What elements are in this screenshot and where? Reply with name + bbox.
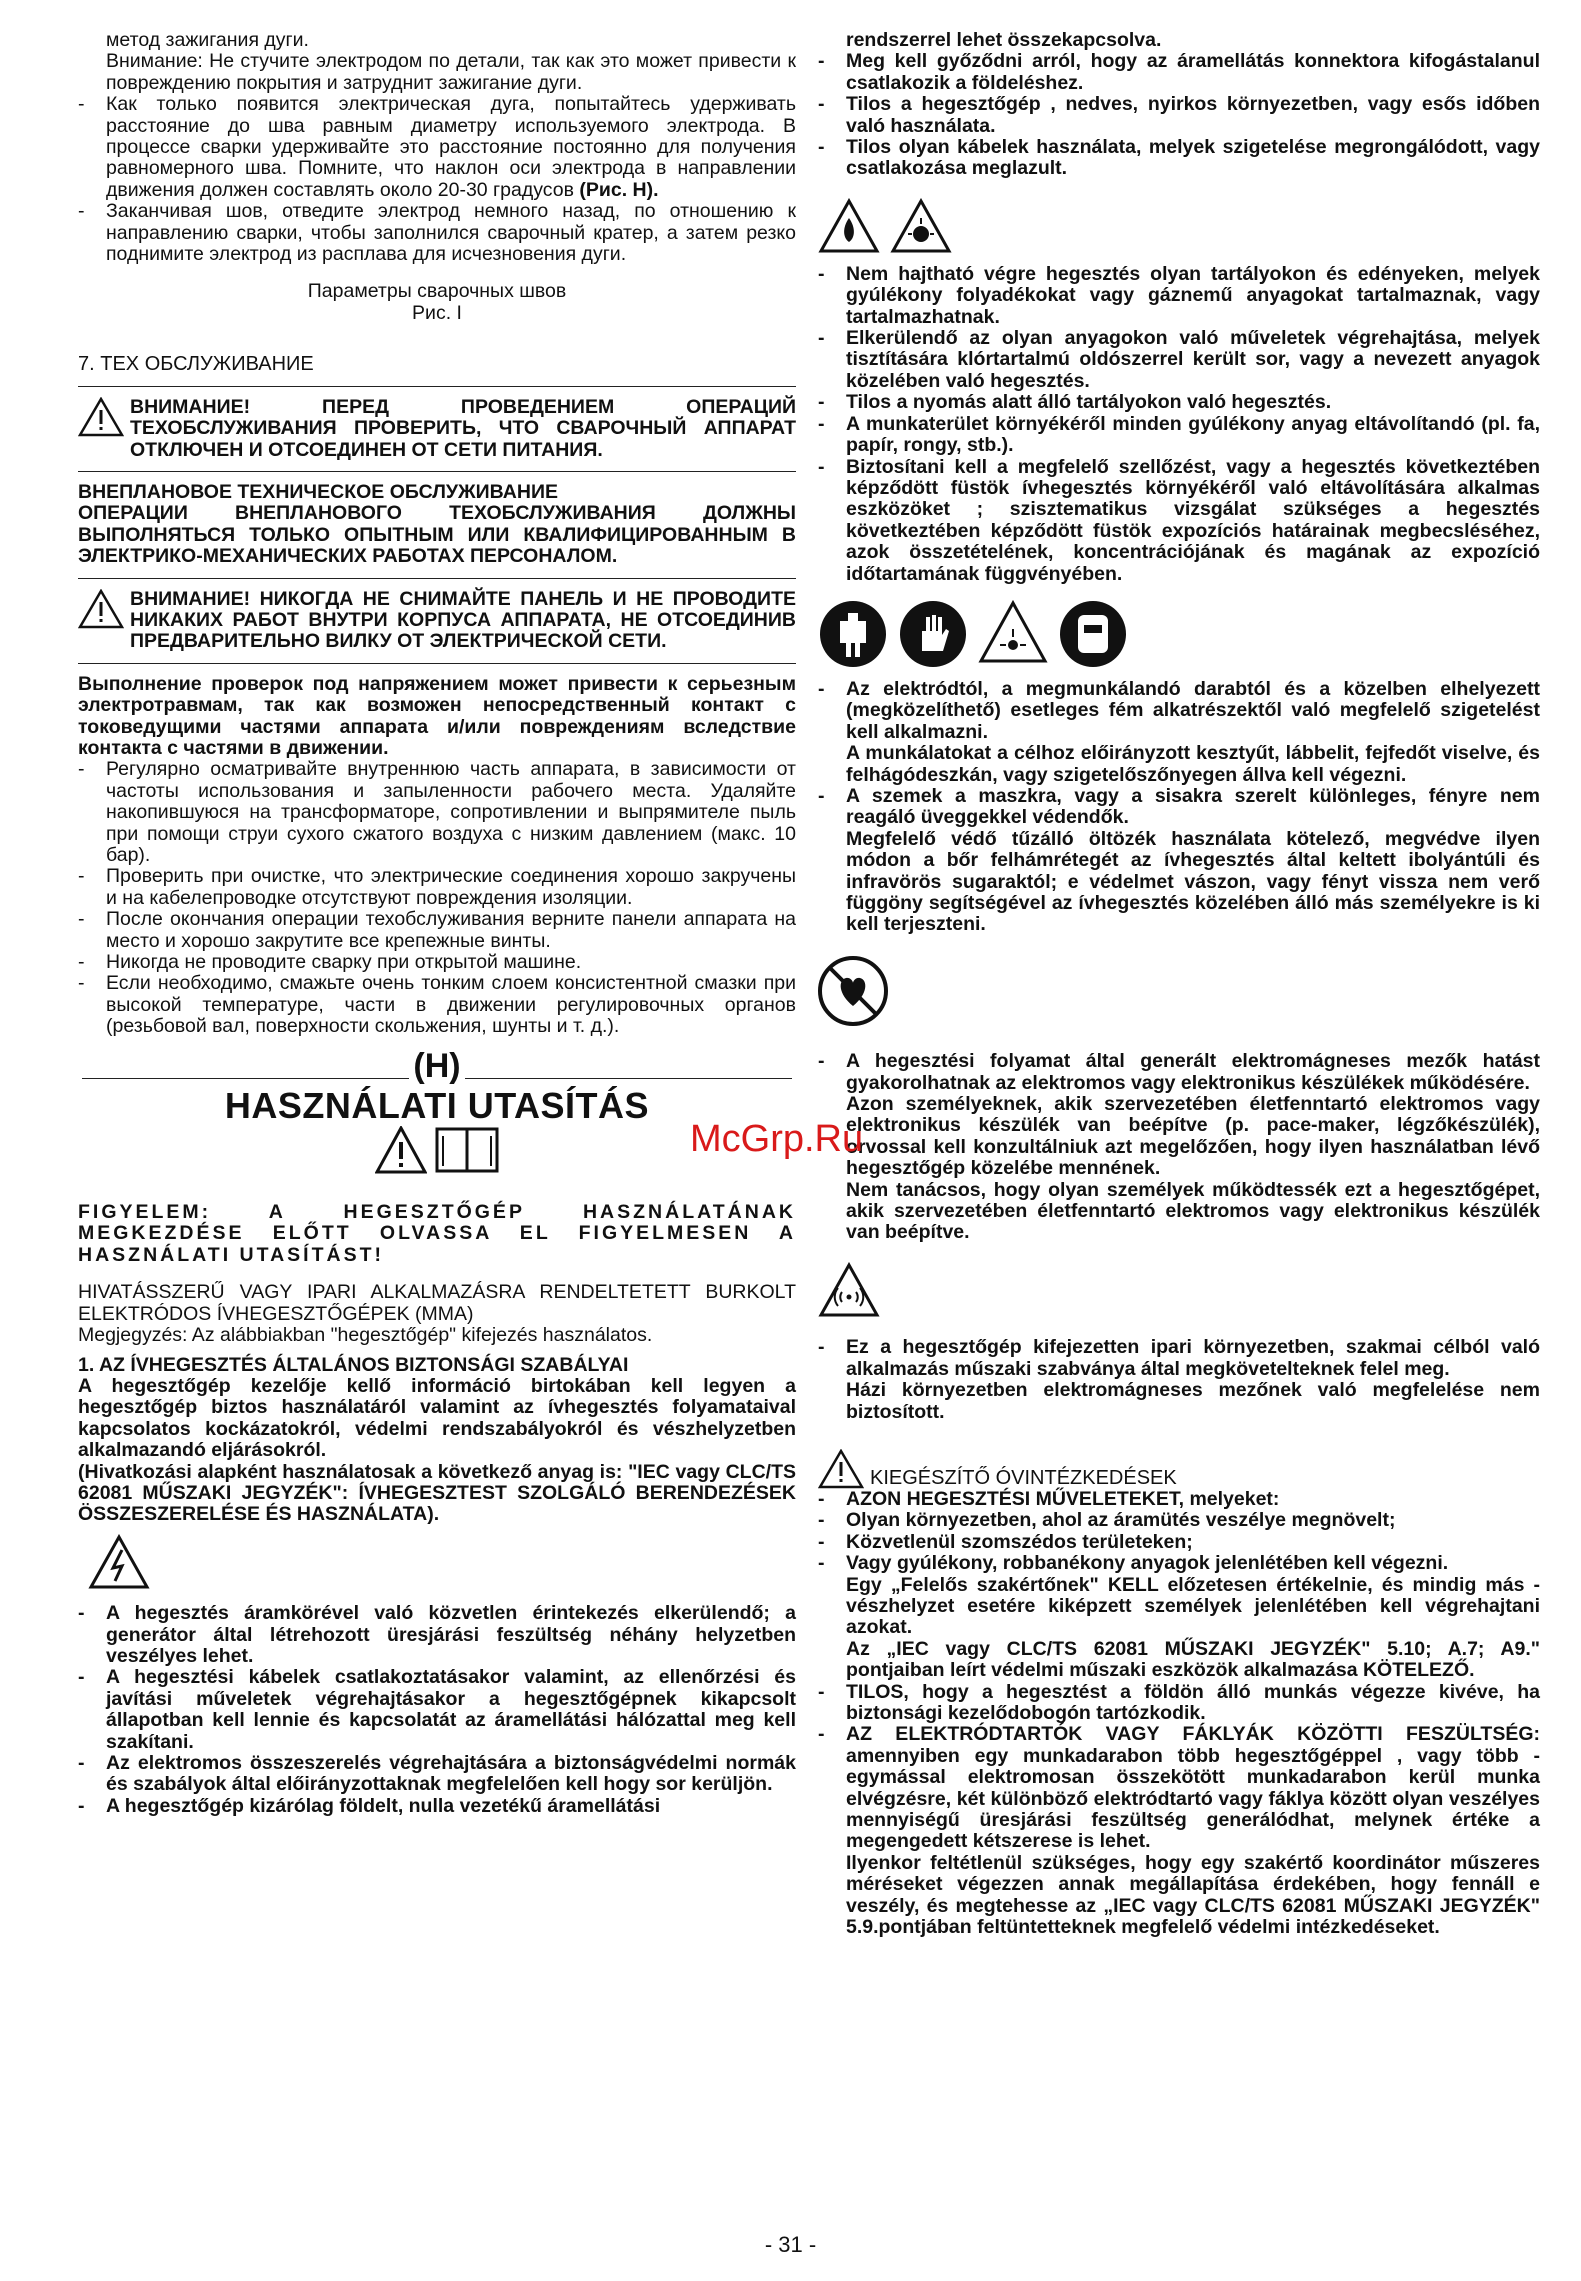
list-item: - Tilos a hegesztőgép , nedves, nyirkos környezetben, vagy esős időben való használata.: [818, 93, 1540, 137]
welding-mask-icon: [1058, 599, 1128, 669]
list-item: - Если необходимо, смажьте очень тонким слоем консистентной смазки при высокой температуре, части в движении регулировочных органов (резьбовой вал, поверхности скольжения, шунты и т. д.).: [78, 972, 796, 1038]
warning-block: [78, 589, 796, 653]
list-item: - Как только появится электрическая дуга, попытайтесь удерживать расстояние до шва равным диаметру используемого электрода. В процессе сварки удерживайте это расстояние постоянно для получения равномерного шва. Помните, что наклон оси электрода в направлении движения должен составлять около 20-30 градусов (Рис. Н).: [78, 93, 796, 201]
list-item: - Проверить при очистке, что электрические соединения хорошо закручены и на кабелепроводке отсутствуют повреждения изоляции.: [78, 865, 796, 909]
list-item: - A munkaterület környékéről minden gyúlékony anyag eltávolítandó (pl. fa, papír, rongy, stb.).: [818, 412, 1540, 457]
list-item: - A hegesztési folyamat által generált elektromágneses mezők hatást gyakorolhatnak az elektromos vagy elektronikus készülékek működésére.: [818, 1050, 1540, 1094]
params-figure: Рис. I: [412, 301, 462, 324]
book-icon: [435, 1126, 499, 1174]
watermark: McGrp.Ru: [690, 1118, 864, 1160]
figyelem-warning: FIGYELEM: A HEGESZTŐGÉP HASZNÁLATÁNAK MEGKEZDÉSE ELŐTT OLVASSA EL FIGYELMESEN A HASZNÁLATI UTASÍTÁST!: [78, 1201, 796, 1266]
list-item: - Meg kell győződni arról, hogy az áramellátás konnektora kifogástalanul csatlakozik a földeléshez.: [818, 50, 1540, 94]
list-item: - После окончания операции техобслуживания верните панели аппарата на место и хорошо закрутите все крепежные винты.: [78, 908, 796, 952]
list-item: - A hegesztőgép kizárólag földelt, nulla vezetékű áramellátási: [78, 1794, 661, 1817]
paragraph: Ilyenkor feltétlenül szükséges, hogy egy szakértő koordinátor műszeres méréseket végezzen annak megállapítása érdekében, hogy fennáll e veszély, és megtehesse az „IEC vagy CLC/TS 62081 MŰSZAKI JEGYZÉK" 5.9.pontjában feltüntetteknek megfelelő védelmi intézkedéseket.: [846, 1851, 1540, 1939]
checks-warning: Выполнение проверок под напряжением может привести к серьезным электротравмам, так как возможен непосредственный контакт с токоведущими частями аппарата и/или повреждениям вследствие контакта с частями в движении.: [78, 672, 796, 759]
note: Megjegyzés: Az alábbiakban "hegesztőgép" kifejezés használatos.: [78, 1324, 653, 1347]
explosion-hazard-icon: [890, 198, 952, 254]
paragraph: rendszerrel lehet összekapcsolva.: [846, 29, 1162, 51]
list-item: - Az elektromos összeszerelés végrehajtására a biztonságvédelmi normák és szabályok által előirányzottaknak megfelelően kell hogy sor kerüljön.: [78, 1752, 796, 1796]
section-1-text: A hegesztőgép kezelője kellő információ birtokában kell legyen a hegesztőgép biztos használatáról valamint az ívhegesztés folyamataival kapcsolatos kockázatokról, védelmi rendszabályokról és vészhelyzetben alkalmazandó eljárásokról.: [78, 1374, 796, 1462]
extra-precautions-heading-block: [818, 1449, 1540, 1489]
language-code: (H): [413, 1047, 461, 1086]
list-item: - AZON HEGESZTÉSI MŰVELETEKET, melyeket:: [818, 1487, 1280, 1510]
list-item: - Tilos olyan kábelek használata, melyek szigetelése megrongálódott, vagy csatlakozása meglazult.: [818, 136, 1540, 180]
warning-block: [78, 397, 796, 461]
list-item: - Tilos a nyomás alatt álló tartályokon való hegesztés.: [818, 391, 1332, 414]
glove-icon: [898, 599, 968, 669]
paragraph: Внимание: Не стучите электродом по детали, так как это может привести к повреждению покрытия и затруднит зажигание дуги.: [106, 50, 796, 94]
warning-text: ВНИМАНИЕ! НИКОГДА НЕ СНИМАЙТЕ ПАНЕЛЬ И НЕ ПРОВОДИТЕ НИКАКИХ РАБОТ ВНУТРИ КОРПУСА АППАРАТА, НЕ ОТСОЕДИНИВ ПРЕДВАРИТЕЛЬНО ВИЛКУ ОТ ЭЛЕКТРИЧЕСКОЙ СЕТИ.: [130, 587, 796, 653]
paragraph: Azon személyeknek, akik szervezetében életfenntartó elektromos vagy elektronikus készülék van beépítve (p. pace-maker, légzőkészülék), orvossal kell konzultálniuk azt megelőzően, hogy ilyen használatban lévő hegesztőgép közelébe mennének.: [846, 1093, 1540, 1180]
list-item: - AZ ELEKTRÓDTARTÓK VAGY FÁKLYÁK KÖZÖTTI FESZÜLTSÉG: amennyiben egy munkadarabon több hegesztőgéppel , vagy több - egymással elektromosan összekötött munkadarabon kerül munka elvégzésre, két különböző elektródtartó vagy fáklya között olyan veszélyes mennyiségű üresjárási feszültség generálódhat, melynek értéke a megengedett kétszerese is lehet.: [818, 1723, 1540, 1853]
section-7-heading: 7. ТЕХ ОБСЛУЖИВАНИЕ: [78, 353, 314, 376]
fire-hazard-icon: [818, 198, 880, 254]
list-item: - Nem hajtható végre hegesztés olyan tartályokon és edényeken, melyek gyúlékony folyadékokat vagy gáznemű anyagokat tartalmaznak, vagy tartalmazhatnak.: [818, 262, 1540, 328]
arc-radiation-icon: [978, 599, 1048, 669]
page-number: - 31 -: [764, 2232, 817, 2257]
list-item: - A hegesztési kábelek csatlakoztatásakor valamint, az ellenőrzési és javítási műveletek végrehajtásakor a hegesztőgépnek kikapcsolt állapotban kell lennie és kapcsolatát az áramellátási hálózattal meg kell szakítani.: [78, 1666, 796, 1753]
warning-triangle-icon: [78, 589, 124, 629]
ppe-icon-row: [818, 599, 1540, 669]
manual-title: HASZNÁLATI UTASÍTÁS: [224, 1084, 650, 1126]
warning-text: ВНИМАНИЕ! ПЕРЕД ПРОВЕДЕНИЕМ ОПЕРАЦИЙ ТЕХОБСЛУЖИВАНИЯ ПРОВЕРИТЬ, ЧТО СВАРОЧНЫЙ АППАРАТ ОТКЛЮЧЕН И ОТСОЕДИНЕН ОТ СЕТИ ПИТАНИЯ.: [130, 395, 796, 461]
language-section-marker: [78, 1047, 796, 1086]
extra-precautions-heading: KIEGÉSZÍTŐ ÓVINTÉZKEDÉSEK: [870, 1466, 1177, 1489]
warning-triangle-icon: [818, 1449, 864, 1489]
list-item: - Az elektródtól, a megmunkálandó darabtól és a közelben elhelyezett (megközelíthető) esetleges fém alkatrészektől való megfelelő szigetelést kell alkalmazni.: [818, 677, 1540, 743]
unplanned-heading: ВНЕПЛАНОВОЕ ТЕХНИЧЕСКОЕ ОБСЛУЖИВАНИЕ: [78, 480, 558, 503]
left-column: [78, 30, 796, 1817]
electromagnetic-field-icon: [818, 1262, 880, 1318]
title-icons: [78, 1126, 796, 1174]
right-column: [818, 30, 1540, 1938]
list-item: - Biztosítani kell a megfelelő szellőzést, vagy a hegesztés következtében képződött füstök ívhegesztés környékéről való eltávolítására alkalmas eszközöket ; szisztematikus vizsgálat szükséges a hegesztés következtében képződött füstök expozíciós határainak megbecsléséhez, azok összetételének, koncentrációjának és magának az expozíció időtartamának függvényében.: [818, 455, 1540, 585]
protective-suit-icon: [818, 599, 888, 669]
device-class: HIVATÁSSZERŰ VAGY IPARI ALKALMAZÁSRA RENDELTETETT BURKOLT ELEKTRÓDOS ÍVHEGESZTŐGÉPEK (MMA): [78, 1281, 796, 1325]
list-item: - Vagy gyúlékony, robbanékony anyagok jelenlétében kell végezni.: [818, 1552, 1449, 1575]
list-item: - Olyan környezetben, ahol az áramütés veszélye megnövelt;: [818, 1509, 1396, 1532]
paragraph: Egy „Felelős szakértőnek" KELL előzetesen értékelnie, és mindig más - vészhelyzet esetére kiképzett személyek jelenlétében kell végrehajtani azokat.: [846, 1573, 1540, 1639]
paragraph: Megfelelő védő tűzálló öltözék használata kötelező, megvédve ilyen módon a bőr felhámrétegét az ívhegesztés által keltett ibolyántúli és infravörös sugaraktól; e védelmet vászon, vagy fényt vissza nem verő függöny segítségével az ívhegesztés közelében álló más személyekre is ki kell terjeszteni.: [846, 827, 1540, 936]
list-item: - Регулярно осматривайте внутреннюю часть аппарата, в зависимости от частоты использования и запыленности рабочего места. Удаляйте накопившуюся на трансформаторе, сопротивлении и выпрямителе пыль при помощи струи сухого сжатого воздуха с низким давлением (макс. 10 бар).: [78, 758, 796, 866]
list-item-text: Как только появится электрическая дуга, попытайтесь удерживать расстояние до шва равным диаметру используемого электрода. В процессе сварки удерживайте это расстояние постоянно для получения равномерного шва. Помните, что наклон оси электрода в направлении движения должен составлять около 20-30 градусов: [106, 93, 796, 201]
list-item: - A szemek a maszkra, vagy a sisakra szerelt különleges, fényre nem reagáló üveggekkel védendők.: [818, 784, 1540, 829]
unplanned-text: ОПЕРАЦИИ ВНЕПЛАНОВОГО ТЕХОБСЛУЖИВАНИЯ ДОЛЖНЫ ВЫПОЛНЯТЬСЯ ТОЛЬКО ОПЫТНЫМ ИЛИ КВАЛИФИЦИРОВАННЫМ В ЭЛЕКТРИКО-МЕХАНИЧЕСКИХ РАБОТАХ ПЕРСОНАЛОМ.: [78, 502, 796, 568]
paragraph: Házi környezetben elektromágneses mezőnek való megfelelése nem biztosított.: [846, 1379, 1540, 1423]
high-voltage-icon: [88, 1534, 150, 1590]
list-item: - Ez a hegesztőgép kifejezetten ipari környezetben, szakmai célból való alkalmazás műszaki szabványa által megkövetelteknek felel meg.: [818, 1336, 1540, 1380]
list-item: - TILOS, hogy a hegesztést a földön álló munkás végezze kivéve, ha biztonsági kezelődobogón tartózkodik.: [818, 1680, 1540, 1724]
figure-ref: (Рис. Н).: [579, 178, 659, 201]
list-item: - Никогда не проводите сварку при открытой машине.: [78, 951, 582, 974]
section-1-reference: (Hivatkozási alapként használatosak a következő anyag is: "IEC vagy CLC/TS 62081 MŰSZAKI JEGYZÉK": ÍVHEGESZTEST SZOLGÁLÓ BERENDEZÉSEK ÖSSZESZERELÉSE ÉS HASZNÁLATA).: [78, 1460, 796, 1526]
no-pacemaker-icon: [816, 954, 890, 1028]
list-item: - Заканчивая шов, отведите электрод немного назад, по отношению к направлению сварки, чтобы заполнился сварочный кратер, а затем резко поднимите электрод из расплава для исчезновения дуги.: [78, 200, 796, 266]
hazard-icon-row: [818, 198, 1540, 254]
paragraph: Az „IEC vagy CLC/TS 62081 MŰSZAKI JEGYZÉK" 5.10; A.7; A9." pontjaiban leírt védelmi műszaki eszközök alkalmazása KÖTELEZŐ.: [846, 1637, 1540, 1682]
params-title: Параметры сварочных швов: [307, 280, 567, 303]
list-item: - A hegesztés áramkörével való közvetlen érintekezés elkerülendő; a generátor által létrehozott üresjárási feszültség néhány helyzetben veszélyes lehet.: [78, 1602, 796, 1667]
list-item: - Közvetlenül szomszédos területeken;: [818, 1530, 1193, 1553]
warning-triangle-icon: [375, 1126, 427, 1174]
section-1-heading: 1. AZ ÍVHEGESZTÉS ÁLTALÁNOS BIZTONSÁGI SZABÁLYAI: [78, 1353, 629, 1376]
warning-triangle-icon: [78, 397, 124, 437]
paragraph: A munkálatokat a célhoz előirányzott kesztyűt, lábbelit, fejfedőt viselve, és felhágódeszkán, vagy szigetelőszőnyegen állva kell végezni.: [846, 742, 1540, 786]
paragraph: Nem tanácsos, hogy olyan személyek működtessék ezt a hegesztőgépet, akik szervezetében életfenntartó elektromos vagy elektronikus készülék van beépítve.: [846, 1178, 1540, 1244]
paragraph: метод зажигания дуги.: [106, 29, 309, 51]
list-item: - Elkerülendő az olyan anyagokon való műveletek végrehajtása, melyek tisztítására klórtartalmú oldószerrel került sor, vagy a nevezett anyagok közelében való hegesztés.: [818, 327, 1540, 392]
